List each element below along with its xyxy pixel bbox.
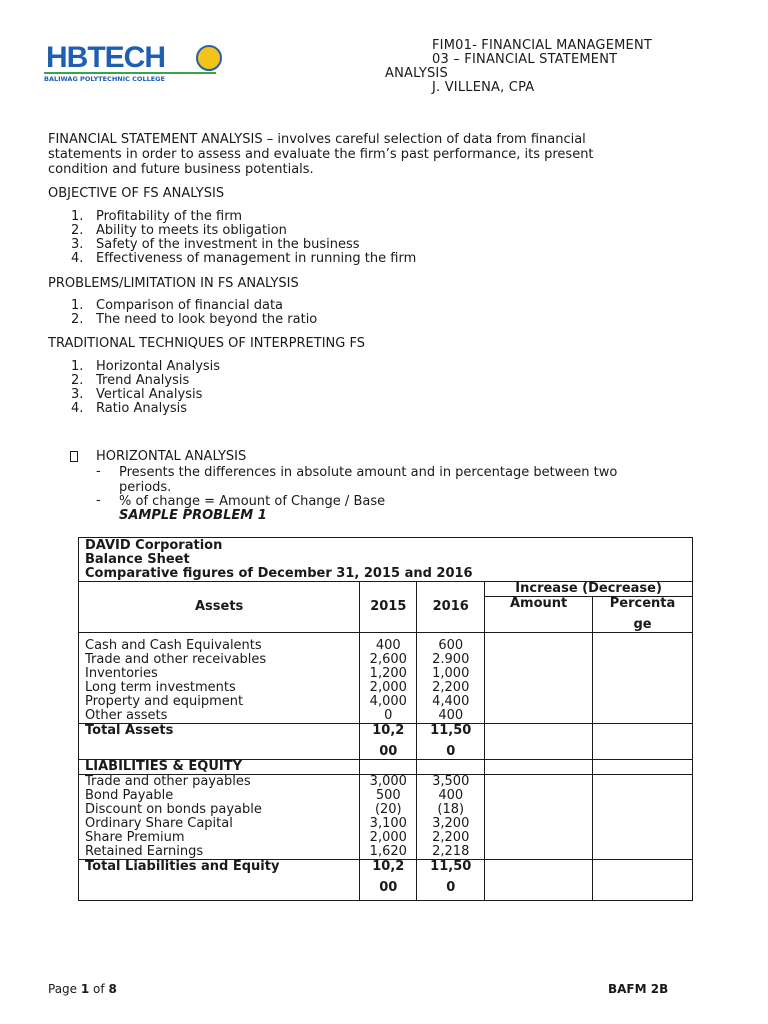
list-item: 4. Ratio Analysis [71, 401, 188, 416]
assets-header: Assets [79, 582, 360, 633]
dash-bullet: - [96, 464, 101, 479]
table-row: Discount on bonds payable (20) (18) [79, 803, 693, 817]
instructor-name: J. VILLENA, CPA [432, 80, 535, 95]
logo-text: HBTECH [46, 41, 165, 74]
page-number: Page 1 of 8 [48, 982, 117, 996]
techniques-heading: TRADITIONAL TECHNIQUES OF INTERPRETING FS [48, 336, 365, 351]
table-row: Long term investments 2,000 2,200 [79, 681, 693, 695]
table-row: Trade and other payables 3,000 3,500 [79, 775, 693, 790]
table-row: Share Premium 2,000 2,200 [79, 831, 693, 845]
list-item: 2. Trend Analysis [71, 373, 190, 388]
problems-heading: PROBLEMS/LIMITATION IN FS ANALYSIS [48, 276, 299, 291]
intro-line2: statements in order to assess and evaluate the firm’s past performance, its present [48, 147, 594, 162]
module-title: 03 – FINANCIAL STATEMENT [432, 52, 618, 67]
list-item: 1. Profitability of the firm [71, 209, 242, 224]
square-bullet-icon [70, 451, 78, 462]
objective-list [48, 210, 416, 266]
list-item: 4. Effectiveness of management in running the firm [71, 251, 417, 266]
module-title-cont: ANALYSIS [385, 66, 448, 81]
horizontal-point1: Presents the differences in absolute amount and in percentage between two periods. [119, 465, 618, 495]
table-header-row [79, 582, 693, 597]
sample-problem-label: SAMPLE PROBLEM 1 [119, 508, 267, 523]
total-assets-row: Total Assets 10,2 00 11,50 0 [79, 724, 693, 760]
intro-line1: – involves careful selection of data from financial [262, 132, 586, 147]
total-liabilities-equity-row: Total Liabilities and Equity 10,2 00 11,50 0 [79, 860, 693, 901]
company-name: DAVID Corporation [85, 538, 223, 553]
horizontal-heading: HORIZONTAL ANALYSIS [96, 449, 247, 464]
objective-heading: OBJECTIVE OF FS ANALYSIS [48, 186, 225, 201]
year-2016-header: 2016 [417, 582, 485, 633]
table-row: Ordinary Share Capital 3,100 3,200 [79, 817, 693, 831]
list-item: 2. The need to look beyond the ratio [71, 312, 318, 327]
table-row: Other assets 0 400 [79, 709, 693, 724]
logo-subtitle: BALIWAG POLYTECHNIC COLLEGE [44, 72, 216, 83]
table-row: Bond Payable 500 400 [79, 789, 693, 803]
techniques-list [48, 360, 220, 416]
table-row: Retained Earnings 1,620 2,218 [79, 845, 693, 860]
table-row: Property and equipment 4,000 4,400 [79, 695, 693, 709]
statement-period: Comparative figures of December 31, 2015 and 2016 [85, 566, 473, 581]
intro-paragraph [48, 132, 728, 177]
list-item: 3. Vertical Analysis [71, 387, 203, 402]
table-row: Inventories 1,200 1,000 [79, 667, 693, 681]
liabilities-heading-row: LIABILITIES & EQUITY [79, 760, 693, 775]
problems-list [48, 299, 317, 327]
logo-seal-icon [196, 45, 222, 71]
table-row: Trade and other receivables 2,600 2.900 [79, 653, 693, 667]
course-title: FIM01- FINANCIAL MANAGEMENT [432, 38, 653, 53]
list-item: 1. Comparison of financial data [71, 298, 284, 313]
statement-name: Balance Sheet [85, 552, 190, 567]
list-item: 3. Safety of the investment in the business [71, 237, 360, 252]
horizontal-formula: % of change = Amount of Change / Base [119, 494, 386, 509]
increase-header: Increase (Decrease) [485, 582, 693, 597]
table-row: Cash and Cash Equivalents 400 600 [79, 639, 693, 653]
list-item: 2. Ability to meets its obligation [71, 223, 287, 238]
year-2015-header: 2015 [360, 582, 417, 633]
intro-line3: condition and future business potentials. [48, 162, 314, 177]
class-section: BAFM 2B [608, 982, 669, 996]
balance-sheet-table [78, 537, 693, 901]
intro-term: FINANCIAL STATEMENT ANALYSIS [48, 132, 263, 147]
list-item: 1. Horizontal Analysis [71, 359, 221, 374]
percentage-header: Percenta ge [593, 597, 693, 633]
amount-header: Amount [485, 597, 593, 633]
dash-bullet: - [96, 493, 101, 508]
school-logo [44, 42, 224, 82]
table-title-row [79, 538, 693, 582]
